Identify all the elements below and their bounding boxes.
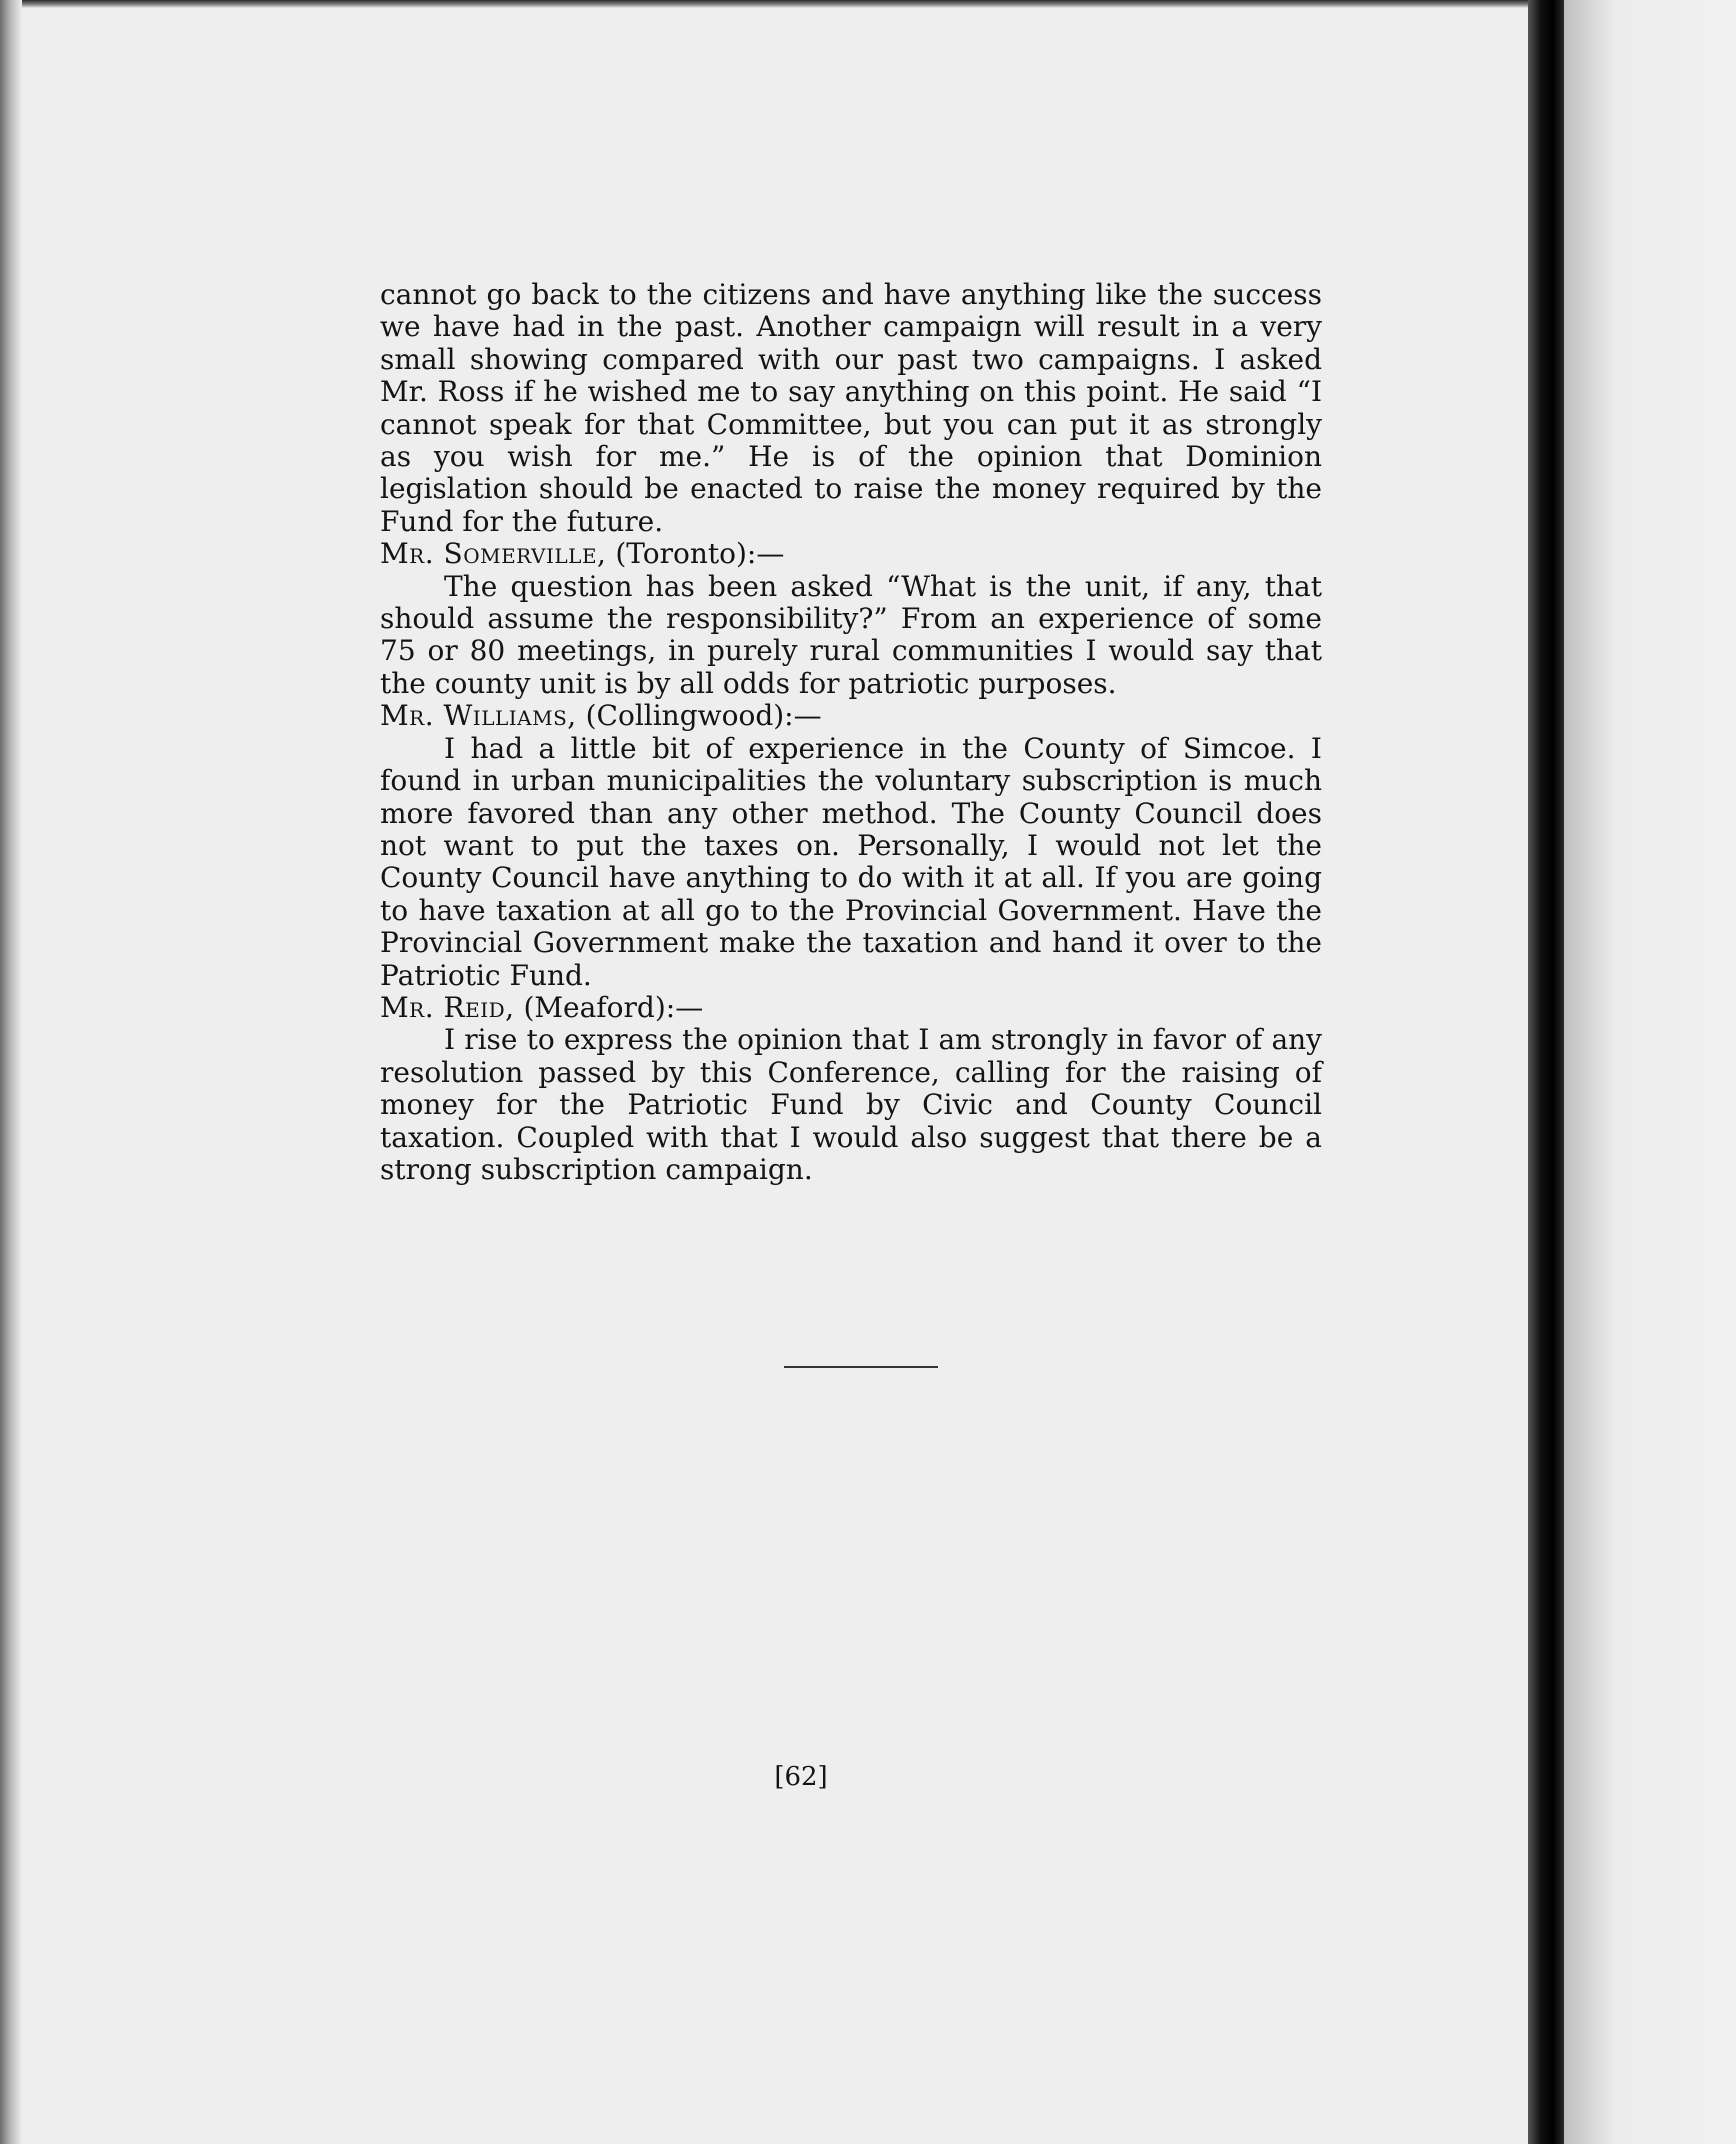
speaker-heading bbox=[380, 700, 1322, 732]
facing-page-edge bbox=[1564, 0, 1736, 2144]
speaker-place: (Toronto):— bbox=[615, 537, 785, 571]
book-gutter bbox=[1528, 0, 1564, 2144]
speaker-heading bbox=[380, 538, 1322, 570]
speech-reid bbox=[380, 992, 1322, 1186]
page-top-edge bbox=[0, 0, 1528, 8]
speech-paragraph: I rise to express the opinion that I am strongly in favor of any resolution passed by this Conference, calling for the raising of money for the Patriotic Fund by Civic and County Council taxation. Coupled with that I would also suggest that there be a strong subscription campaign. bbox=[380, 1023, 1322, 1186]
page-number: [62] bbox=[774, 1762, 828, 1792]
speaker-heading bbox=[380, 992, 1322, 1024]
page-left-edge bbox=[0, 0, 22, 2144]
section-divider bbox=[784, 1366, 938, 1368]
speaker-name: Mr. Somerville, bbox=[380, 537, 607, 571]
speaker-place: (Meaford):— bbox=[523, 990, 704, 1024]
body-text bbox=[380, 279, 1322, 1186]
speech-paragraph: I had a little bit of experience in the County of Simcoe. I found in urban municipalities the voluntary subscription is much more favored than any other method. The County Council does not want to put the taxes on. Personally, I would not let the County Council have anything to do with it at all. If you are going to have taxation at all go to the Provincial Government. Have the Provincial Government make the taxation and hand it over to the Patriotic Fund. bbox=[380, 731, 1322, 992]
speaker-place: (Collingwood):— bbox=[585, 699, 822, 733]
speech-paragraph: The question has been asked “What is the unit, if any, that should assume the responsibility?” From an experience of some 75 or 80 meetings, in purely rural communities I would say that the county unit is by all odds for patriotic purposes. bbox=[380, 569, 1322, 700]
folio bbox=[0, 1762, 1736, 1792]
speaker-name: Mr. Williams, bbox=[380, 699, 577, 733]
opening-paragraph: cannot go back to the citizens and have anything like the success we have had in the past. Another campaign will result in a very small showing compared with our past two campaigns. I asked Mr. Ross if he wished me to say anything on this point. He said “I cannot speak for that Committee, but you can put it as strongly as you wish for me.” He is of the opinion that Dominion legislation should be enacted to raise the money required by the Fund for the future. bbox=[380, 278, 1322, 538]
speech-somerville bbox=[380, 538, 1322, 700]
speaker-name: Mr. Reid, bbox=[380, 990, 515, 1024]
speech-williams bbox=[380, 700, 1322, 992]
